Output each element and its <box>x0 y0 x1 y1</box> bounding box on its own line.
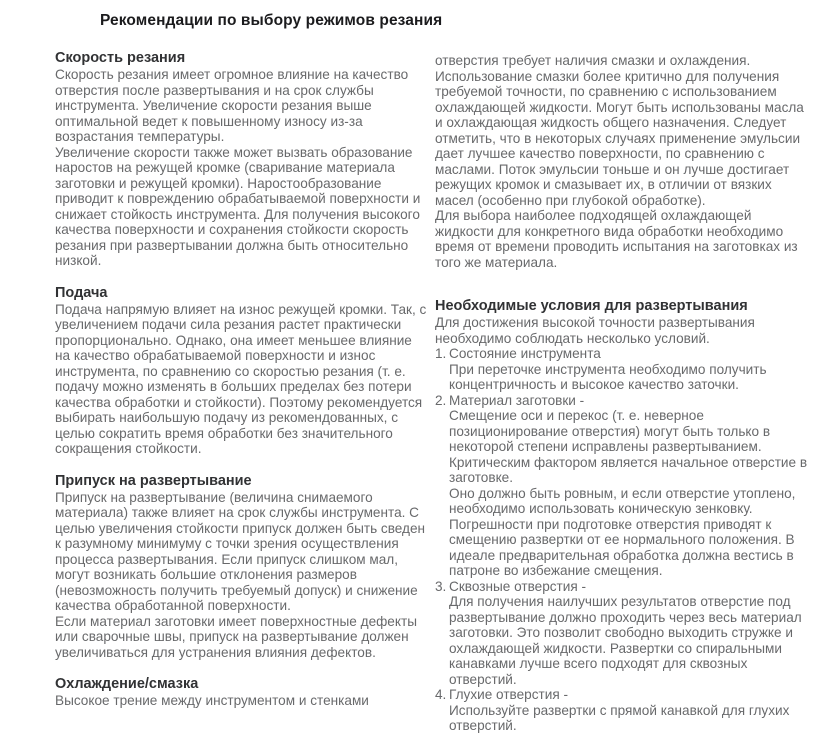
paragraph: Высокое трение между инструментом и стенками <box>55 693 369 708</box>
list-item-title: Глухие отверстия - <box>449 687 569 702</box>
paragraph: Для достижения высокой точности развертывания необходимо соблюдать несколько условий. <box>435 315 755 346</box>
list-item-number: 2. <box>435 392 447 408</box>
section-heading-feed: Подача <box>55 284 108 301</box>
list-item-body <box>449 393 813 579</box>
paragraph: Смещение оси и перекос (т. е. неверное позиционирование отверстия) могут быть только в некоторой степени исправлены развертыванием. Критическим фактором является начальное отверстие в заготовке. <box>449 408 808 485</box>
section-reaming-conditions <box>435 298 813 734</box>
list-item-title: Сквозные отверстия - <box>449 578 587 594</box>
page-title: Рекомендации по выбору режимов резания <box>100 12 443 29</box>
section-heading-reaming-conditions: Необходимые условия для развертывания <box>435 298 748 314</box>
list-item-body <box>449 346 813 393</box>
paragraph: Подача напрямую влияет на износ режущей кромки. Так, с увеличением подачи сила резания растет практически пропорционально. Однако, она имеет меньшее влияние на качество обрабатываемой поверхности и износ инструмента, по сравнению со скоростью резания (т. е. подачу можно изменять в больших пределах без потери качества обработки и стойкости). Поэтому рекомендуется выбирать наибольшую подачу из рекомендованных, с целью сократить время обработки без значительного сокращения стойкости. <box>55 301 427 456</box>
paragraph: Для получения наилучших результатов отверстие под развертывание должно проходить через весь материал заготовки. Это позволит свободно выходить стружке и охлаждающей жидкости. Развертки со спиральными канавками лучше всего подходят для сквозных отверстий. <box>449 594 802 687</box>
paragraph: Увеличение скорости также может вызвать образование наростов на режущей кромке (сваривание материала заготовки и режущей кромки). Наростообразование приводит к повреждению обрабатываемой поверхности и снижает стойкость инструмента. Для получения высокого качества поверхности и сохранения стойкости скорость резания при развертывании должна быть относительно низкой. <box>55 144 421 268</box>
section-cutting-speed <box>55 50 429 269</box>
list-item-title: Состояние инструмента <box>449 346 601 361</box>
section-heading-cutting-speed: Скорость резания <box>55 50 186 66</box>
right-column <box>435 50 813 734</box>
list-item-number: 1. <box>435 346 447 361</box>
section-cooling-lubrication <box>55 676 429 709</box>
section-reaming-allowance <box>55 473 429 661</box>
cooling-lubrication-continuation <box>435 53 813 270</box>
list-item-title: Материал заготовки - <box>449 392 585 408</box>
two-column-layout <box>55 50 815 734</box>
paragraph: отверстия требует наличия смазки и охлаждения. Использование смазки более критично для получения требуемой точности, по сравнению с использованием охлаждающей жидкости. Могут быть использованы масла и охлаждающая жидкость общего назначения. Следует отметить, что в некоторых случаях применение эмульсии дает лучшее качество поверхности, по сравнению с маслами. Поток эмульсии тоньше и он лучше достигает режущих кромок и смазывает их, в отличии от вязких масел (особенно при глубокой обработке). <box>435 53 804 208</box>
numbered-list <box>435 346 813 734</box>
section-feed <box>55 285 429 457</box>
section-heading-reaming-allowance: Припуск на развертывание <box>55 472 252 489</box>
paragraph: Для выбора наиболее подходящей охлаждающей жидкости для конкретного вида обработки необходимо время от времени проводить испытания на заготовках из того же материала. <box>435 208 798 270</box>
list-item-number: 3. <box>435 578 447 594</box>
paragraph: Оно должно быть ровным, и если отверстие утоплено, необходимо использовать коническую зенковку. Погрешности при подготовке отверстия приводят к смещению развертки от ее нормального положения. В идеале предварительная обработка должна вестись в патроне во избежание смещения. <box>449 485 796 578</box>
list-item-tool-condition <box>435 346 813 393</box>
list-item-blind-holes <box>435 687 813 734</box>
left-column <box>55 50 429 734</box>
paragraph: При переточке инструмента необходимо получить концентричность и высокое качество заточки. <box>449 361 767 392</box>
list-item-workpiece-material <box>435 393 813 579</box>
paragraph: Скорость резания имеет огромное влияние на качество отверстия после развертывания и на срок службы инструмента. Увеличение скорости резания выше оптимальной ведет к повышенному износу из-за возрастания температуры. <box>55 67 409 144</box>
list-item-body <box>449 579 813 688</box>
paragraph: Используйте развертки с прямой канавкой для глухих отверстий. <box>449 702 790 733</box>
list-item-number: 4. <box>435 687 447 702</box>
list-item-through-holes <box>435 579 813 688</box>
list-item-body <box>449 687 813 734</box>
paragraph: Припуск на развертывание (величина снимаемого материала) также влияет на срок службы инструмента. С целью увеличения стойкости припуск должен быть сведен к разумному минимуму с точки зрения осуществления процесса развертывания. Если припуск слишком мал, могут возникать большие отклонения размеров (невозможность получить требуемый допуск) и снижение качества обработанной поверхности. <box>55 489 426 613</box>
paragraph: Если материал заготовки имеет поверхностные дефекты или сварочные швы, припуск на развертывание должен увеличиваться для устранения влияния дефектов. <box>55 613 417 660</box>
section-heading-cooling-lubrication: Охлаждение/смазка <box>55 676 199 692</box>
